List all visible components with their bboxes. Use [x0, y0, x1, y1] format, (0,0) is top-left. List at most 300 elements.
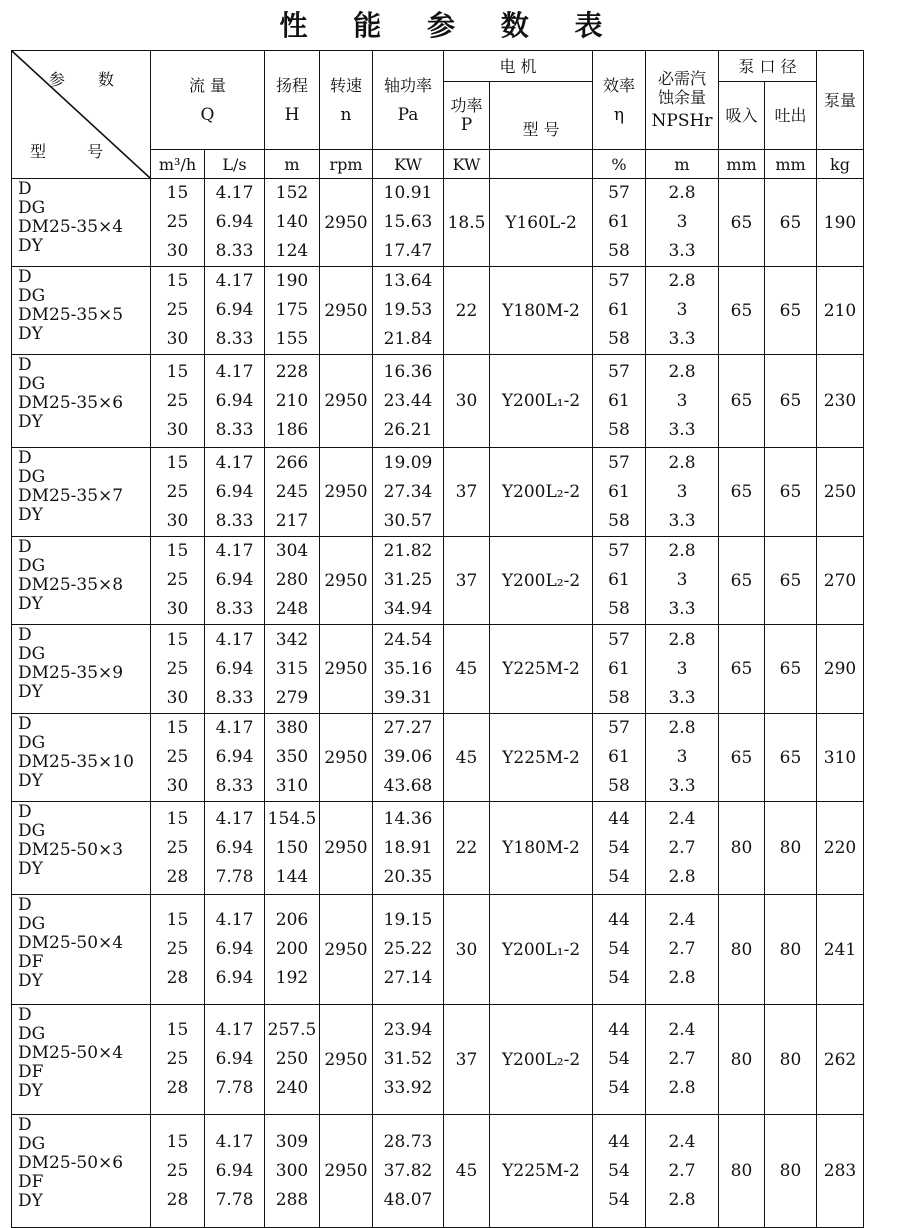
model-cell-value: DF [18, 1172, 44, 1192]
flow-ls-cell-value: 8.33 [215, 329, 254, 349]
flow-m3h-cell-value: 15 [166, 718, 189, 738]
flow-m3h-cell-value: 25 [166, 658, 189, 679]
efficiency-cell-value: 58 [608, 329, 630, 349]
flow-m3h-cell-value: 15 [166, 361, 189, 382]
flow-m3h-cell-stack [151, 626, 204, 713]
head-cell-value: 257.5 [267, 1020, 317, 1040]
shaft-power-cell-value: 33.92 [383, 1078, 433, 1098]
efficiency-cell-stack [593, 449, 645, 536]
head-symbol: H [284, 104, 300, 125]
shaft-power-cell [373, 537, 444, 625]
flow-ls-cell-value: 6.94 [215, 658, 254, 679]
npsh-cell-stack [646, 358, 718, 445]
head-cell-stack [265, 537, 319, 624]
head-cell-value: 248 [275, 599, 309, 619]
model-cell [12, 355, 151, 448]
efficiency-cell-value: 57 [608, 718, 630, 738]
speed-cell: 2950 [320, 895, 373, 1005]
flow-ls-cell [205, 802, 265, 895]
suction-cell: 80 [719, 1115, 765, 1228]
head-cell-value: 154.5 [267, 808, 317, 829]
model-cell [12, 1005, 151, 1115]
npsh-cell-value: 2.8 [668, 541, 696, 561]
unit-motor-power: KW [444, 150, 490, 179]
model-cell [12, 625, 151, 714]
shaft-power-label: 轴功率 [383, 75, 432, 95]
npsh-header [646, 51, 719, 150]
flow-ls-cell-stack [205, 537, 264, 624]
flow-ls-cell-value: 4.17 [215, 541, 254, 561]
discharge-cell: 65 [765, 267, 817, 355]
flow-ls-cell [205, 179, 265, 267]
flow-ls-cell-stack [205, 714, 264, 801]
npsh-cell-value: 3.3 [668, 776, 696, 796]
weight-cell: 270 [817, 537, 864, 625]
efficiency-cell-value: 57 [608, 541, 630, 561]
npsh-cell-value: 3.3 [668, 510, 696, 531]
efficiency-header [593, 51, 646, 150]
unit-head: m [265, 150, 320, 179]
shaft-power-cell-stack [373, 1016, 443, 1103]
flow-m3h-cell-value: 25 [166, 1160, 189, 1181]
table-row [12, 448, 864, 537]
head-cell-stack [265, 267, 319, 354]
table-row [12, 1115, 864, 1228]
model-cell-value: DY [18, 1191, 43, 1211]
head-cell-value: 304 [275, 541, 309, 561]
flow-header [151, 51, 265, 150]
unit-weight: kg [817, 150, 864, 179]
npsh-cell-stack [646, 906, 718, 993]
head-cell-value: 200 [275, 939, 309, 959]
model-cell-value: DM25-35×4 [18, 217, 124, 237]
npsh-cell-value: 3 [676, 481, 688, 502]
shaft-power-cell-value: 39.06 [383, 747, 433, 767]
flow-m3h-cell [151, 802, 205, 895]
shaft-power-cell-value: 39.31 [383, 687, 433, 708]
efficiency-cell [593, 355, 646, 448]
npsh-cell-value: 2.8 [668, 866, 696, 887]
efficiency-cell-value: 61 [608, 481, 630, 502]
head-cell-value: 144 [275, 866, 309, 887]
shaft-power-cell-value: 21.82 [383, 541, 433, 561]
motor-power-cell: 37 [444, 448, 490, 537]
npsh-cell-stack [646, 714, 718, 801]
flow-m3h-cell-value: 25 [166, 481, 189, 502]
efficiency-cell-stack [593, 805, 645, 892]
table-row [12, 355, 864, 448]
unit-motor-model [490, 150, 593, 179]
npsh-label: 必需汽蚀余量 [657, 69, 706, 107]
model-cell-value: D [18, 895, 32, 915]
flow-ls-cell-value: 8.33 [215, 687, 254, 708]
motor-model-cell: Y160L-2 [490, 179, 593, 267]
shaft-power-cell-value: 14.36 [383, 808, 433, 829]
flow-m3h-cell [151, 537, 205, 625]
head-cell [265, 895, 320, 1005]
head-cell-value: 175 [275, 300, 309, 320]
npsh-cell-value: 2.8 [668, 968, 696, 988]
head-cell-stack [265, 906, 319, 993]
page-title: 性 能 参 数 表 [279, 9, 621, 42]
flow-m3h-cell [151, 714, 205, 802]
model-cell-value: DG [18, 733, 46, 753]
flow-ls-cell [205, 267, 265, 355]
motor-model-cell: Y180M-2 [490, 802, 593, 895]
flow-m3h-cell-value: 30 [166, 329, 189, 349]
npsh-cell [646, 895, 719, 1005]
npsh-cell-stack [646, 537, 718, 624]
table-row [12, 537, 864, 625]
model-cell-value: DY [18, 505, 43, 525]
motor-model-header: 型 号 [490, 82, 593, 150]
discharge-cell: 65 [765, 179, 817, 267]
model-cell-stack [18, 267, 150, 344]
head-cell-value: 152 [275, 183, 309, 203]
model-cell-value: DG [18, 374, 46, 394]
head-cell-value: 228 [275, 361, 309, 382]
shaft-power-cell-stack [373, 537, 443, 624]
flow-m3h-cell-stack [151, 449, 204, 536]
suction-cell: 80 [719, 802, 765, 895]
shaft-power-cell-value: 31.25 [383, 570, 433, 590]
efficiency-cell-value: 57 [608, 629, 630, 650]
shaft-power-cell-value: 31.52 [383, 1049, 433, 1069]
model-cell-value: DG [18, 644, 46, 664]
suction-cell: 65 [719, 267, 765, 355]
efficiency-cell [593, 179, 646, 267]
model-cell-value: D [18, 625, 32, 645]
npsh-cell-stack [646, 179, 718, 266]
param-label: 参 数 [48, 70, 128, 89]
motor-model-cell: Y225M-2 [490, 714, 593, 802]
npsh-cell-value: 2.4 [668, 910, 696, 930]
model-cell [12, 537, 151, 625]
flow-m3h-cell-value: 25 [166, 300, 189, 320]
flow-ls-cell-value: 8.33 [215, 776, 254, 796]
motor-power-cell: 18.5 [444, 179, 490, 267]
model-cell-value: DY [18, 859, 43, 879]
flow-m3h-cell-value: 15 [166, 1131, 189, 1152]
flow-ls-cell-stack [205, 1128, 264, 1215]
motor-power-symbol: P [460, 115, 473, 135]
shaft-power-cell-stack [373, 449, 443, 536]
flow-m3h-cell-value: 15 [166, 910, 189, 930]
flow-m3h-cell-stack [151, 1128, 204, 1215]
flow-m3h-cell [151, 1005, 205, 1115]
speed-cell: 2950 [320, 267, 373, 355]
flow-ls-cell-value: 6.94 [215, 570, 254, 590]
weight-cell: 230 [817, 355, 864, 448]
efficiency-cell-value: 44 [608, 808, 630, 829]
model-cell-value: DY [18, 594, 43, 614]
flow-ls-cell-value: 4.17 [215, 452, 254, 473]
motor-power-cell: 37 [444, 1005, 490, 1115]
model-cell-value: D [18, 714, 32, 734]
motor-power-cell: 30 [444, 895, 490, 1005]
head-cell-value: 240 [275, 1078, 309, 1098]
efficiency-cell-value: 58 [608, 776, 630, 796]
npsh-cell-value: 2.8 [668, 271, 696, 291]
speed-cell: 2950 [320, 537, 373, 625]
model-cell-value: DG [18, 198, 46, 218]
model-cell-value: DF [18, 1062, 44, 1082]
shaft-power-cell [373, 1115, 444, 1228]
shaft-power-cell [373, 625, 444, 714]
head-cell-value: 155 [275, 329, 309, 349]
flow-m3h-cell-value: 15 [166, 541, 189, 561]
shaft-power-cell-stack [373, 267, 443, 354]
shaft-power-cell-value: 37.82 [383, 1160, 433, 1181]
flow-m3h-cell-stack [151, 267, 204, 354]
unit-npsh: m [646, 150, 719, 179]
flow-ls-cell-value: 7.78 [215, 1078, 254, 1098]
unit-suction: mm [719, 150, 765, 179]
shaft-power-cell-value: 28.73 [383, 1131, 433, 1152]
unit-efficiency: % [593, 150, 646, 179]
table-row [12, 267, 864, 355]
flow-ls-cell-value: 7.78 [215, 866, 254, 887]
head-cell-value: 350 [275, 747, 309, 767]
npsh-cell-value: 2.7 [668, 837, 696, 858]
efficiency-cell-value: 54 [608, 837, 630, 858]
unit-flow-m3h: m³/h [151, 150, 205, 179]
table-row [12, 714, 864, 802]
flow-ls-cell [205, 355, 265, 448]
weight-cell: 310 [817, 714, 864, 802]
flow-ls-cell-stack [205, 906, 264, 993]
npsh-cell-value: 2.8 [668, 1189, 696, 1210]
npsh-cell-value: 3 [676, 658, 688, 679]
diameter-header: 泵 口 径 [719, 51, 817, 82]
flow-ls-cell [205, 1005, 265, 1115]
flow-m3h-cell-value: 28 [166, 1189, 189, 1210]
motor-power-cell: 22 [444, 267, 490, 355]
npsh-cell-value: 3.3 [668, 241, 696, 261]
head-cell-stack [265, 626, 319, 713]
speed-cell: 2950 [320, 1005, 373, 1115]
speed-cell: 2950 [320, 1115, 373, 1228]
flow-m3h-cell-value: 15 [166, 629, 189, 650]
shaft-power-symbol: Pa [397, 104, 419, 125]
head-cell-value: 315 [275, 658, 309, 679]
flow-m3h-cell-value: 25 [166, 390, 189, 411]
model-cell-value: DM25-35×8 [18, 575, 124, 595]
flow-ls-cell [205, 448, 265, 537]
head-cell-value: 186 [275, 419, 309, 440]
head-cell-value: 288 [275, 1189, 309, 1210]
flow-ls-cell-value: 8.33 [215, 510, 254, 531]
model-cell-value: DM25-35×5 [18, 305, 124, 325]
head-cell [265, 625, 320, 714]
efficiency-cell-value: 44 [608, 1020, 630, 1040]
shaft-power-cell [373, 802, 444, 895]
shaft-power-cell-stack [373, 714, 443, 801]
head-cell-stack [265, 179, 319, 266]
model-cell-value: DY [18, 771, 43, 791]
npsh-cell-value: 2.8 [668, 1078, 696, 1098]
shaft-power-cell [373, 267, 444, 355]
flow-ls-cell-value: 6.94 [215, 837, 254, 858]
efficiency-cell-value: 57 [608, 271, 630, 291]
shaft-power-cell-value: 27.34 [383, 481, 433, 502]
head-cell-value: 280 [275, 570, 309, 590]
flow-ls-cell-value: 4.17 [215, 808, 254, 829]
head-cell-value: 217 [275, 510, 309, 531]
motor-model-cell: Y200L₂-2 [490, 448, 593, 537]
shaft-power-cell-value: 35.16 [383, 658, 433, 679]
shaft-power-cell-value: 34.94 [383, 599, 433, 619]
flow-m3h-cell-value: 30 [166, 687, 189, 708]
model-cell-value: DM25-50×4 [18, 1043, 124, 1063]
model-cell-value: DG [18, 467, 46, 487]
efficiency-cell-value: 58 [608, 419, 630, 440]
efficiency-cell [593, 625, 646, 714]
head-cell-value: 266 [275, 452, 309, 473]
speed-symbol: n [340, 104, 352, 125]
npsh-cell-value: 2.8 [668, 629, 696, 650]
flow-m3h-cell [151, 625, 205, 714]
flow-ls-cell-value: 4.17 [215, 910, 254, 930]
flow-ls-cell-value: 4.17 [215, 629, 254, 650]
flow-m3h-cell [151, 895, 205, 1005]
model-cell [12, 1115, 151, 1228]
model-cell-value: DY [18, 1081, 43, 1101]
efficiency-cell-value: 54 [608, 1189, 630, 1210]
npsh-cell-stack [646, 805, 718, 892]
model-cell-stack [18, 802, 150, 879]
model-cell [12, 714, 151, 802]
flow-ls-cell-value: 8.33 [215, 599, 254, 619]
npsh-cell-value: 2.8 [668, 452, 696, 473]
head-cell-value: 190 [275, 271, 309, 291]
model-cell-value: D [18, 1115, 32, 1135]
npsh-cell-stack [646, 449, 718, 536]
efficiency-cell [593, 537, 646, 625]
shaft-power-cell-value: 27.27 [383, 718, 433, 738]
discharge-cell: 65 [765, 537, 817, 625]
head-cell-stack [265, 714, 319, 801]
suction-cell: 80 [719, 895, 765, 1005]
unit-flow-ls: L/s [205, 150, 265, 179]
flow-m3h-cell-value: 15 [166, 183, 189, 203]
shaft-power-cell-value: 21.84 [383, 329, 433, 349]
efficiency-cell-stack [593, 1128, 645, 1215]
flow-m3h-cell-value: 28 [166, 1078, 189, 1098]
head-cell-value: 192 [275, 968, 309, 988]
weight-cell: 283 [817, 1115, 864, 1228]
motor-header: 电 机 [444, 51, 593, 82]
speed-cell: 2950 [320, 448, 373, 537]
head-cell-value: 310 [275, 776, 309, 796]
npsh-cell [646, 625, 719, 714]
model-cell-value: DM25-50×4 [18, 933, 124, 953]
param-model-corner-header [12, 51, 151, 179]
efficiency-symbol: η [613, 104, 625, 125]
flow-ls-cell-value: 6.94 [215, 481, 254, 502]
shaft-power-cell-stack [373, 805, 443, 892]
flow-ls-cell-stack [205, 1016, 264, 1103]
unit-discharge: mm [765, 150, 817, 179]
model-cell-value: DG [18, 556, 46, 576]
flow-ls-cell [205, 537, 265, 625]
model-cell-value: D [18, 179, 32, 199]
flow-m3h-cell-value: 15 [166, 271, 189, 291]
model-cell-value: DM25-35×7 [18, 486, 124, 506]
motor-model-cell: Y180M-2 [490, 267, 593, 355]
model-cell [12, 895, 151, 1005]
model-cell-stack [18, 714, 150, 791]
model-cell [12, 267, 151, 355]
head-cell [265, 179, 320, 267]
flow-ls-cell-value: 4.17 [215, 271, 254, 291]
model-cell-value: DG [18, 286, 46, 306]
efficiency-cell [593, 714, 646, 802]
flow-ls-cell-value: 6.94 [215, 1160, 254, 1181]
suction-cell: 65 [719, 625, 765, 714]
flow-label: 流 量 [188, 75, 227, 95]
model-cell [12, 448, 151, 537]
model-cell-value: DM25-50×3 [18, 840, 124, 860]
npsh-cell-value: 3 [676, 390, 688, 411]
model-cell-value: DM25-35×9 [18, 663, 124, 683]
efficiency-cell-value: 54 [608, 968, 630, 988]
head-cell-stack [265, 1016, 319, 1103]
head-cell [265, 355, 320, 448]
flow-ls-cell-value: 4.17 [215, 718, 254, 738]
efficiency-cell [593, 802, 646, 895]
shaft-power-cell-value: 16.36 [383, 361, 433, 382]
discharge-header: 吐出 [765, 82, 817, 150]
flow-m3h-cell-value: 25 [166, 212, 189, 232]
speed-label: 转速 [329, 75, 362, 95]
efficiency-cell-value: 58 [608, 599, 630, 619]
npsh-cell-value: 2.8 [668, 361, 696, 382]
head-cell [265, 1005, 320, 1115]
flow-m3h-cell [151, 267, 205, 355]
speed-header [320, 51, 373, 150]
flow-m3h-cell-value: 25 [166, 747, 189, 767]
flow-symbol: Q [200, 104, 215, 125]
weight-header: 泵量 [817, 51, 864, 150]
flow-ls-cell-value: 6.94 [215, 212, 254, 232]
model-cell-value: D [18, 537, 32, 557]
head-cell-value: 140 [275, 212, 309, 232]
npsh-symbol: NPSHr [651, 111, 713, 131]
efficiency-cell-stack [593, 714, 645, 801]
head-label: 扬程 [275, 75, 308, 95]
shaft-power-cell-stack [373, 1128, 443, 1215]
shaft-power-cell-value: 15.63 [383, 212, 433, 232]
speed-cell: 2950 [320, 802, 373, 895]
table-row [12, 802, 864, 895]
efficiency-cell-value: 61 [608, 658, 630, 679]
efficiency-cell-value: 54 [608, 1049, 630, 1069]
model-cell-stack [18, 625, 150, 702]
flow-m3h-cell-value: 25 [166, 939, 189, 959]
npsh-cell-stack [646, 1128, 718, 1215]
table-row [12, 1005, 864, 1115]
head-cell-value: 124 [275, 241, 309, 261]
model-cell-stack [18, 448, 150, 525]
header-row-1 [12, 51, 864, 82]
efficiency-cell-value: 54 [608, 1160, 630, 1181]
shaft-power-cell-value: 10.91 [383, 183, 433, 203]
flow-m3h-cell-value: 30 [166, 599, 189, 619]
speed-cell: 2950 [320, 625, 373, 714]
flow-ls-cell-value: 7.78 [215, 1189, 254, 1210]
npsh-cell [646, 448, 719, 537]
